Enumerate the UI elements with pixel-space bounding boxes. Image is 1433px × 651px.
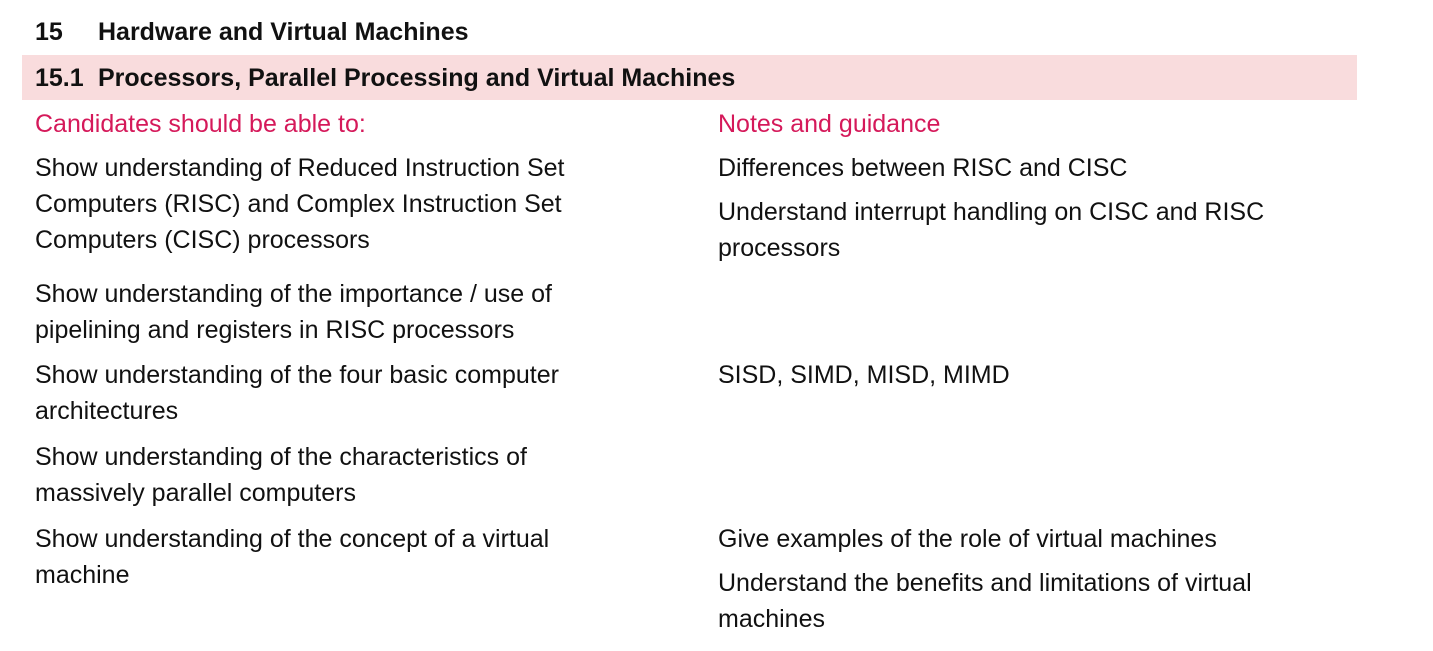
row-1-note-2-line-2: processors	[718, 234, 841, 262]
row-5-left-line-1: Show understanding of the concept of a virtual	[35, 525, 550, 553]
row-4-left-line-1: Show understanding of the characteristics of	[35, 443, 527, 471]
section-heading	[35, 15, 469, 49]
row-1-left-line-2: Computers (RISC) and Complex Instruction Set	[35, 190, 562, 218]
row-1-left-line-1: Show understanding of Reduced Instruction Set	[35, 154, 565, 182]
row-5-note-1: Give examples of the role of virtual machines	[718, 525, 1217, 553]
row-1-note-1: Differences between RISC and CISC	[718, 154, 1128, 182]
row-1-left-line-3: Computers (CISC) processors	[35, 226, 370, 254]
row-3-left-line-1: Show understanding of the four basic computer	[35, 361, 559, 389]
subsection-heading	[35, 61, 735, 95]
subsection-title: Processors, Parallel Processing and Virtual Machines	[98, 64, 736, 92]
row-2-left-line-2: pipelining and registers in RISC processors	[35, 316, 515, 344]
row-3-left-line-2: architectures	[35, 397, 179, 425]
row-4-left-line-2: massively parallel computers	[35, 479, 356, 507]
section-title: Hardware and Virtual Machines	[98, 18, 469, 46]
row-5-left-line-2: machine	[35, 561, 130, 589]
subsection-number: 15.1	[35, 64, 84, 92]
section-number: 15	[35, 18, 63, 46]
row-3-note-1: SISD, SIMD, MISD, MIMD	[718, 361, 1010, 389]
row-1-note-2-line-1: Understand interrupt handling on CISC and RISC	[718, 198, 1265, 226]
row-5-note-2-line-1: Understand the benefits and limitations of virtual	[718, 569, 1252, 597]
left-column-header: Candidates should be able to:	[35, 110, 366, 138]
right-column-header: Notes and guidance	[718, 110, 941, 138]
row-5-note-2-line-2: machines	[718, 605, 825, 633]
row-2-left-line-1: Show understanding of the importance / use of	[35, 280, 552, 308]
